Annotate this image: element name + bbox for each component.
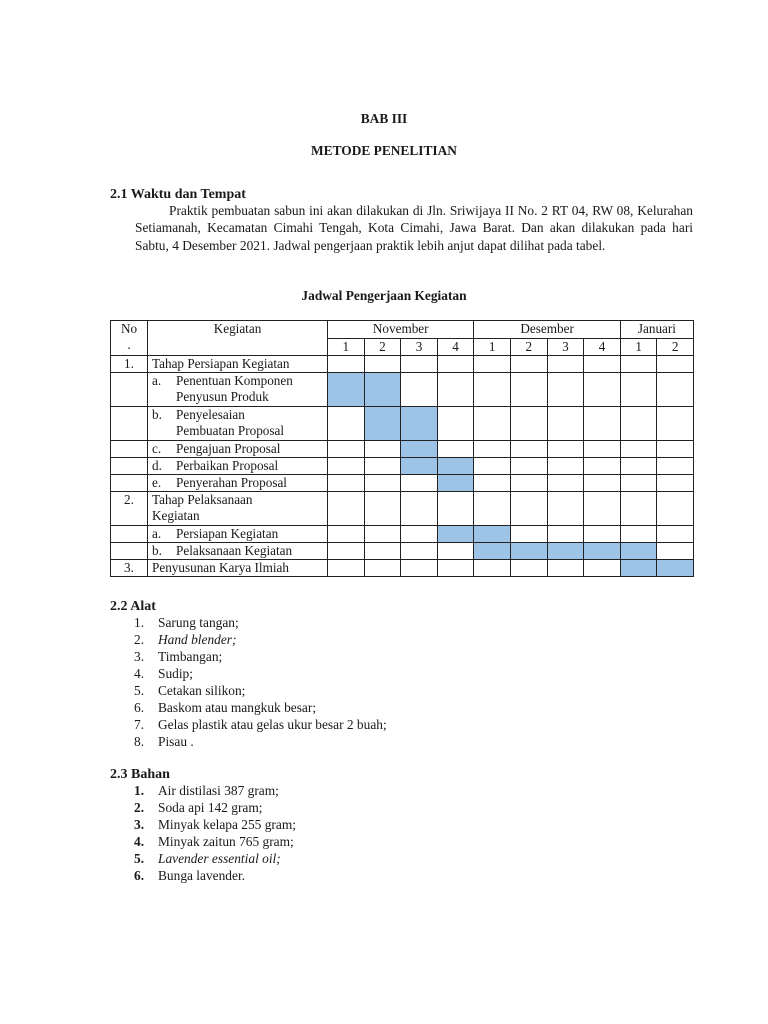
schedule-cell (584, 560, 621, 577)
list-text: Baskom atau mangkuk besar; (158, 700, 317, 715)
schedule-cell (328, 407, 365, 441)
activity-text (176, 373, 293, 405)
table-row (111, 407, 694, 441)
schedule-cell (511, 356, 548, 373)
list-item (134, 682, 387, 699)
table-row (111, 356, 694, 373)
schedule-cell (547, 458, 584, 475)
schedule-cell (657, 526, 694, 543)
schedule-cell (437, 560, 474, 577)
activity-letter: e. (152, 475, 162, 490)
header-month-januari: Januari (620, 321, 693, 339)
header-no (111, 321, 148, 356)
schedule-cell-active (547, 543, 584, 560)
schedule-cell (620, 441, 657, 458)
section-heading-waktu-tempat: 2.1 Waktu dan Tempat (110, 187, 246, 202)
list-number: 4. (134, 834, 145, 849)
list-text: Soda api 142 gram; (158, 800, 263, 815)
schedule-cell (328, 560, 365, 577)
activity-line: Persiapan Kegiatan (176, 526, 279, 541)
schedule-cell (620, 475, 657, 492)
schedule-cell (584, 407, 621, 441)
bahan-list (134, 782, 296, 884)
schedule-cell (364, 475, 401, 492)
table-row (111, 492, 694, 526)
list-number: 1. (134, 783, 145, 798)
schedule-cell (511, 560, 548, 577)
schedule-cell (620, 356, 657, 373)
activity-letter: a. (152, 526, 162, 541)
list-text: Sudip; (158, 666, 193, 681)
schedule-cell (474, 356, 511, 373)
schedule-cell (401, 356, 438, 373)
schedule-cell (328, 475, 365, 492)
schedule-cell (401, 373, 438, 407)
table-row (111, 560, 694, 577)
list-text: Timbangan; (158, 649, 223, 664)
chapter-title: METODE PENELITIAN (311, 143, 457, 158)
schedule-cell (584, 373, 621, 407)
activity-line: Penyusunan Karya Ilmiah (152, 560, 289, 575)
schedule-cell (511, 441, 548, 458)
list-text: Bunga lavender. (158, 868, 246, 883)
activity-cell (148, 543, 328, 560)
schedule-cell (620, 373, 657, 407)
header-week-cell: 2 (657, 339, 694, 356)
list-item (134, 733, 387, 750)
schedule-cell-active (474, 543, 511, 560)
activity-letter: d. (152, 458, 162, 473)
schedule-cell (511, 475, 548, 492)
list-item (134, 699, 387, 716)
schedule-cell (328, 356, 365, 373)
list-text: Hand blender; (158, 632, 237, 647)
list-number: 6. (134, 700, 145, 715)
schedule-cell (511, 526, 548, 543)
schedule-cell (364, 458, 401, 475)
list-number: 6. (134, 868, 145, 883)
header-no-label: No (120, 321, 138, 336)
schedule-cell (547, 373, 584, 407)
schedule-cell (328, 441, 365, 458)
schedule-cell (657, 458, 694, 475)
schedule-cell (657, 407, 694, 441)
list-item (134, 833, 296, 850)
schedule-cell-active (401, 441, 438, 458)
activity-cell (148, 407, 328, 441)
schedule-cell (620, 407, 657, 441)
activity-line: Penyelesaian (176, 407, 245, 422)
activity-text (176, 458, 278, 474)
list-item (134, 782, 296, 799)
schedule-cell (547, 560, 584, 577)
activity-line: Penentuan Komponen (176, 373, 293, 388)
header-month-desember: Desember (474, 321, 620, 339)
list-item (134, 614, 387, 631)
schedule-cell (547, 356, 584, 373)
list-item (134, 816, 296, 833)
schedule-cell-active (620, 560, 657, 577)
section-heading-alat: 2.2 Alat (110, 599, 156, 614)
list-item (134, 631, 387, 648)
schedule-cell (584, 458, 621, 475)
activity-text (176, 441, 280, 457)
schedule-table (110, 320, 694, 577)
schedule-cell (584, 475, 621, 492)
activity-letter: b. (152, 407, 162, 422)
schedule-cell (511, 492, 548, 526)
list-text: Lavender essential oil; (158, 851, 281, 866)
schedule-cell (474, 458, 511, 475)
activity-line: Kegiatan (152, 508, 200, 523)
schedule-cell (474, 373, 511, 407)
schedule-cell (474, 441, 511, 458)
schedule-cell (401, 560, 438, 577)
schedule-cell (547, 492, 584, 526)
activity-line: Pengajuan Proposal (176, 441, 281, 456)
schedule-cell (328, 526, 365, 543)
schedule-cell-active (474, 526, 511, 543)
schedule-cell (547, 407, 584, 441)
schedule-cell (474, 492, 511, 526)
table-row (111, 475, 694, 492)
schedule-cell-active (657, 560, 694, 577)
row-number: 2. (111, 492, 148, 526)
schedule-cell (328, 458, 365, 475)
activity-letter: a. (152, 373, 162, 388)
section-heading-bahan: 2.3 Bahan (110, 767, 170, 782)
activity-cell (148, 560, 328, 577)
header-week-cell: 4 (584, 339, 621, 356)
schedule-cell (584, 441, 621, 458)
list-number: 7. (134, 717, 145, 732)
list-item (134, 665, 387, 682)
list-text: Pisau . (158, 734, 194, 749)
schedule-cell (511, 407, 548, 441)
activity-text (176, 543, 292, 559)
activity-cell (148, 373, 328, 407)
header-week-cell: 3 (401, 339, 438, 356)
list-number: 3. (134, 817, 145, 832)
schedule-cell-active (364, 407, 401, 441)
header-week-cell: 4 (437, 339, 474, 356)
list-number: 2. (134, 800, 145, 815)
header-week-cell: 2 (364, 339, 401, 356)
list-text: Air distilasi 387 gram; (158, 783, 279, 798)
activity-line: Pelaksanaan Kegiatan (176, 543, 293, 558)
schedule-cell (547, 441, 584, 458)
list-number: 4. (134, 666, 145, 681)
schedule-cell-active (437, 526, 474, 543)
schedule-cell (474, 407, 511, 441)
schedule-cell (401, 526, 438, 543)
schedule-cell (437, 356, 474, 373)
row-number (111, 458, 148, 475)
header-week-cell: 1 (620, 339, 657, 356)
schedule-cell (474, 560, 511, 577)
schedule-cell (364, 526, 401, 543)
list-item (134, 648, 387, 665)
activity-cell (148, 458, 328, 475)
schedule-cell (437, 407, 474, 441)
table-caption: Jadwal Pengerjaan Kegiatan (301, 288, 467, 303)
schedule-cell (547, 475, 584, 492)
schedule-cell (437, 441, 474, 458)
activity-cell (148, 356, 328, 373)
schedule-cell (657, 475, 694, 492)
activity-text (176, 526, 278, 542)
table-row (111, 526, 694, 543)
row-number (111, 543, 148, 560)
schedule-cell (364, 441, 401, 458)
schedule-cell (401, 475, 438, 492)
schedule-cell-active (328, 373, 365, 407)
schedule-cell (474, 475, 511, 492)
schedule-cell (328, 492, 365, 526)
activity-cell (148, 441, 328, 458)
schedule-cell (364, 543, 401, 560)
table-row (111, 543, 694, 560)
schedule-cell (364, 356, 401, 373)
schedule-cell (620, 458, 657, 475)
schedule-cell-active (584, 543, 621, 560)
header-week-cell: 1 (328, 339, 365, 356)
schedule-cell (657, 492, 694, 526)
row-number: 1. (111, 356, 148, 373)
activity-line: Penyerahan Proposal (176, 475, 287, 490)
schedule-cell (657, 373, 694, 407)
table-row (111, 458, 694, 475)
schedule-cell (620, 526, 657, 543)
schedule-cell (584, 492, 621, 526)
schedule-cell (511, 458, 548, 475)
table-row (111, 373, 694, 407)
schedule-cell (437, 543, 474, 560)
list-number: 5. (134, 683, 145, 698)
schedule-cell (657, 441, 694, 458)
list-number: 5. (134, 851, 145, 866)
row-number (111, 475, 148, 492)
list-text: Minyak kelapa 255 gram; (158, 817, 296, 832)
schedule-cell-active (437, 458, 474, 475)
activity-cell (148, 475, 328, 492)
activity-cell (148, 526, 328, 543)
list-item (134, 799, 296, 816)
row-number (111, 526, 148, 543)
activity-line: Perbaikan Proposal (176, 458, 279, 473)
schedule-cell (657, 543, 694, 560)
activity-text (176, 407, 284, 439)
schedule-cell (620, 492, 657, 526)
list-text: Minyak zaitun 765 gram; (158, 834, 294, 849)
schedule-cell (401, 492, 438, 526)
schedule-cell (657, 356, 694, 373)
schedule-cell (584, 356, 621, 373)
list-text: Gelas plastik atau gelas ukur besar 2 buah; (158, 717, 387, 732)
schedule-cell (547, 526, 584, 543)
activity-line: Pembuatan Proposal (176, 423, 285, 438)
schedule-cell (437, 492, 474, 526)
chapter-number: BAB III (360, 111, 408, 126)
header-kegiatan: Kegiatan (148, 321, 328, 356)
schedule-cell-active (437, 475, 474, 492)
header-week-cell: 3 (547, 339, 584, 356)
list-item (134, 716, 387, 733)
schedule-cell-active (401, 407, 438, 441)
activity-line: Tahap Pelaksanaan (152, 492, 253, 507)
list-item (134, 867, 296, 884)
schedule-cell (328, 543, 365, 560)
schedule-cell-active (364, 373, 401, 407)
list-item (134, 850, 296, 867)
row-number (111, 373, 148, 407)
activity-letter: c. (152, 441, 162, 456)
schedule-cell (437, 373, 474, 407)
activity-cell (148, 492, 328, 526)
list-text: Cetakan silikon; (158, 683, 246, 698)
table-row (111, 441, 694, 458)
header-no-dot: . (127, 337, 131, 352)
list-number: 8. (134, 734, 145, 749)
header-week-cell: 1 (474, 339, 511, 356)
schedule-cell (511, 373, 548, 407)
schedule-cell-active (401, 458, 438, 475)
activity-text (176, 475, 287, 491)
header-month-november: November (328, 321, 474, 339)
schedule-cell (364, 560, 401, 577)
row-number (111, 441, 148, 458)
schedule-cell-active (620, 543, 657, 560)
alat-list (134, 614, 387, 750)
list-number: 2. (134, 632, 145, 647)
activity-letter: b. (152, 543, 162, 558)
schedule-cell (401, 543, 438, 560)
section-paragraph: Praktik pembuatan sabun ini akan dilakukan di Jln. Sriwijaya II No. 2 RT 04, RW 08, Kelurahan Setiamanah, Kecamatan Cimahi Tengah, Kota Cimahi, Jawa Barat. Dan akan dilakukan pada hari Sabtu, 4 Desember 2021. Jadwal pengerjaan praktik lebih anjut dapat dilihat pada tabel. (135, 203, 693, 253)
schedule-cell-active (511, 543, 548, 560)
list-number: 1. (134, 615, 145, 630)
activity-line: Tahap Persiapan Kegiatan (152, 356, 290, 371)
schedule-cell (364, 492, 401, 526)
activity-line: Penyusun Produk (176, 389, 269, 404)
row-number (111, 407, 148, 441)
row-number: 3. (111, 560, 148, 577)
schedule-cell (584, 526, 621, 543)
list-number: 3. (134, 649, 145, 664)
header-week-cell: 2 (511, 339, 548, 356)
list-text: Sarung tangan; (158, 615, 239, 630)
